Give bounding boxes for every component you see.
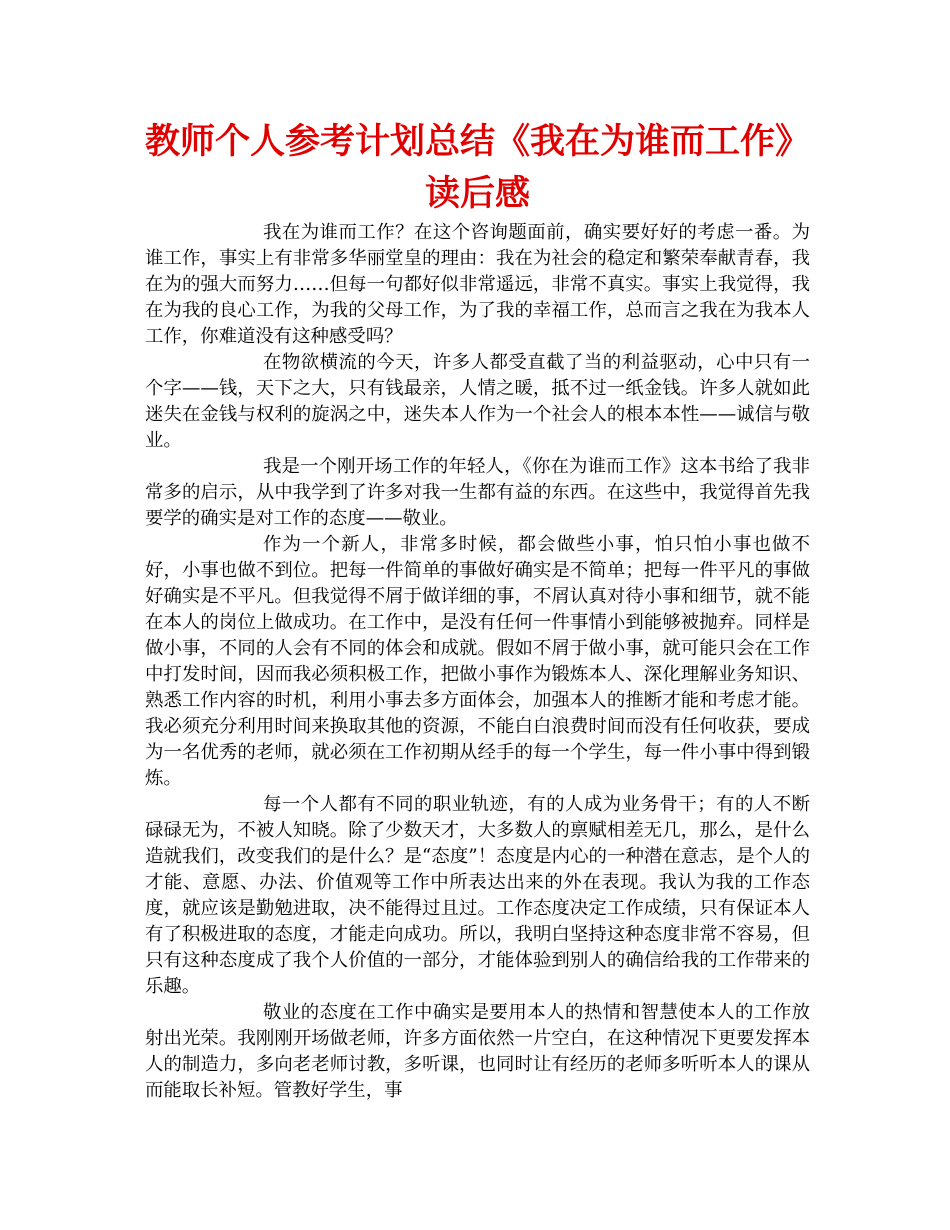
document-body bbox=[145, 220, 810, 1104]
paragraph: 作为一个新人，非常多时候，都会做些小事，怕只怕小事也做不好，小事也做不到位。把每一件简单的事做好确实是不简单；把每一件平凡的事做好确实是不平凡。但我觉得不屑于做详细的事，不屑认真对待小事和细节，就不能在本人的岗位上做成功。在工作中，是没有任何一件事情小到能够被抛弃。同样是做小事，不同的人会有不同的体会和成就。假如不屑于做小事，就可能只会在工作中打发时间，因而我必须积极工作，把做小事作为锻炼本人、深化理解业务知识、熟悉工作内容的时机，利用小事去多方面体会，加强本人的推断才能和考虑才能。我必须充分利用时间来换取其他的资源，不能白白浪费时间而没有任何收获，要成为一名优秀的老师，就必须在工作初期从经手的每一个学生，每一件小事中得到锻炼。 bbox=[145, 534, 810, 789]
paragraph: 我在为谁而工作？在这个咨询题面前，确实要好好的考虑一番。为谁工作，事实上有非常多华丽堂皇的理由：我在为社会的稳定和繁荣奉献青春，我在为的强大而努力……但每一句都好似非常遥远，非常不真实。事实上我觉得，我在为我的良心工作，为我的父母工作，为了我的幸福工作，总而言之我在为我本人工作，你难道没有这种感受吗？ bbox=[145, 222, 810, 347]
paragraph: 我是一个刚开场工作的年轻人，《你在为谁而工作》这本书给了我非常多的启示，从中我学到了许多对我一生都有益的东西。在这些中，我觉得首先我要学的确实是对工作的态度——敬业。 bbox=[145, 456, 810, 529]
paragraph: 敬业的态度在工作中确实是要用本人的热情和智慧使本人的工作放射出光荣。我刚刚开场做老师，许多方面依然一片空白，在这种情况下更要发挥本人的制造力，多向老老师讨教，多听课，也同时让有经历的老师多听听本人的课从而能取长补短。管教好学生，事 bbox=[145, 1002, 810, 1101]
paragraph: 每一个人都有不同的职业轨迹，有的人成为业务骨干；有的人不断碌碌无为，不被人知晓。除了少数天才，大多数人的禀赋相差无几，那么，是什么造就我们，改变我们的是什么？是“态度”！态度是内心的一种潜在意志，是个人的才能、意愿、办法、价值观等工作中所表达出来的外在表现。我认为我的工作态度，就应该是勤勉进取，决不能得过且过。工作态度决定工作成绩，只有保证本人有了积极进取的态度，才能走向成功。所以，我明白坚持这种态度非常不容易，但只有这种态度成了我个人价值的一部分，才能体验到别人的确信给我的工作带来的乐趣。 bbox=[145, 794, 810, 997]
document-title: 教师个人参考计划总结《我在为谁而工作》读后感 bbox=[145, 122, 811, 214]
document-page bbox=[145, 116, 810, 1104]
paragraph: 在物欲横流的今天，许多人都受直截了当的利益驱动，心中只有一个字——钱，天下之大，只有钱最亲，人情之暖，抵不过一纸金钱。许多人就如此迷失在金钱与权利的旋涡之中，迷失本人作为一个社会人的根本本性——诚信与敬业。 bbox=[145, 352, 810, 451]
